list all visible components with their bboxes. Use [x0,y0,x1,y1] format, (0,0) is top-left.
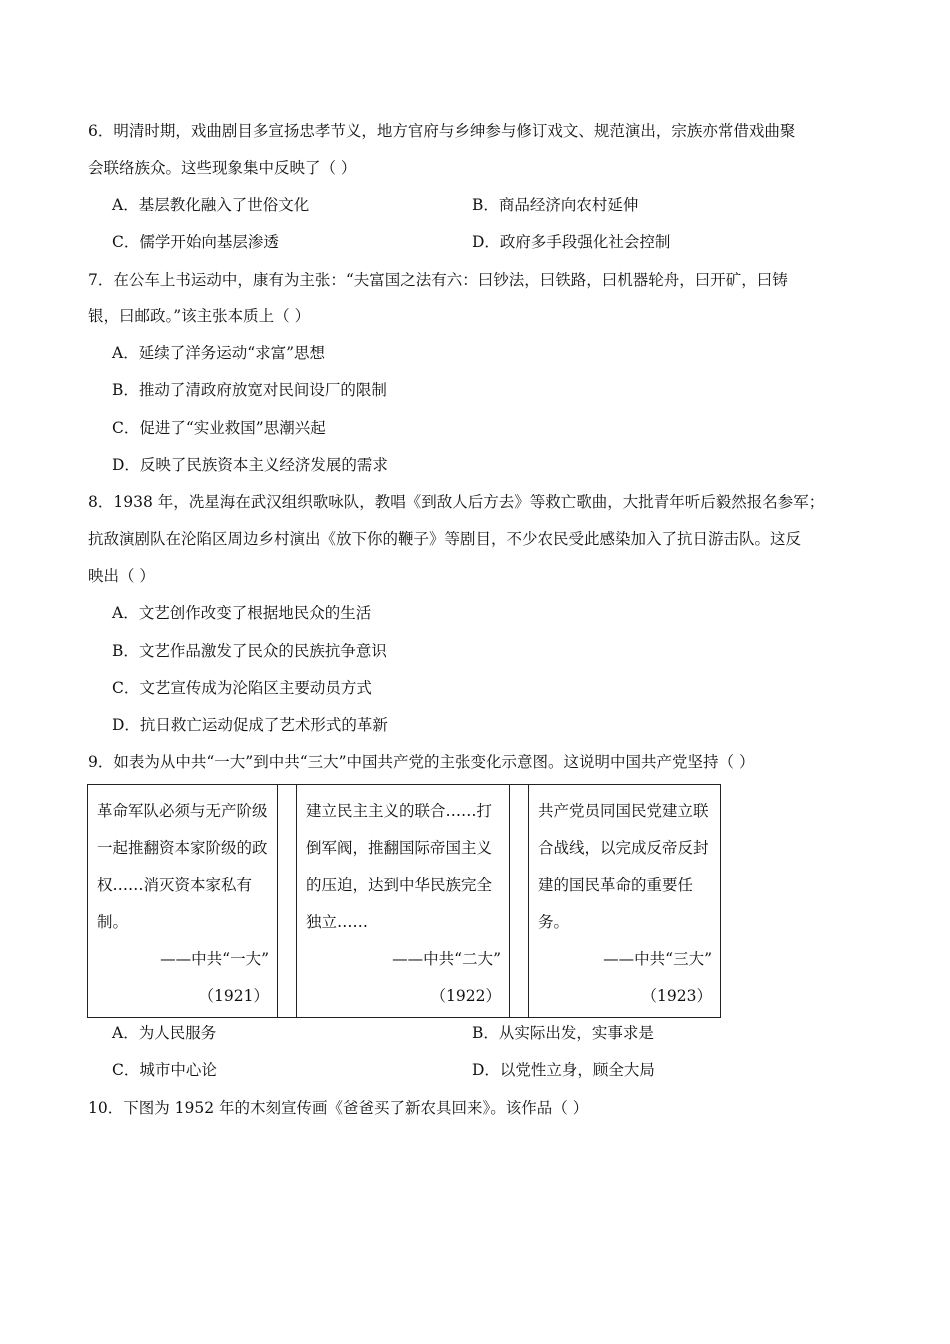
q9-cell-2-text: 建立民主主义的联合……打倒军阀，推翻国际帝国主义的压迫，达到中华民族完全独立…… [306,802,493,931]
q6-option-d: D．政府多手段强化社会控制 [472,233,671,251]
q7-option-c: C．促进了“实业救国”思潮兴起 [112,419,326,437]
q9-cell-third-congress [529,785,721,1018]
q9-cell-second-congress [297,785,510,1018]
q9-table-gap [278,785,297,1018]
q9-cell-1-source: ——中共“一大” [160,950,269,968]
q9-option-c: C．城市中心论 [112,1061,217,1079]
q6-stem-line2: 会联络族众。这些现象集中反映了（ ） [88,159,357,177]
q8-option-b: B．文艺作品激发了民众的民族抗争意识 [112,642,387,660]
q8-option-d: D．抗日救亡运动促成了艺术形式的革新 [112,716,388,734]
q8-stem-line1: 8．1938 年，冼星海在武汉组织歌咏队，教唱《到敌人后方去》等救亡歌曲，大批青年听后毅然报名参军； [88,493,825,511]
q10-stem: 10．下图为 1952 年的木刻宣传画《爸爸买了新农具回来》。该作品（ ） [88,1099,589,1117]
q9-stem: 9．如表为从中共“一大”到中共“三大”中国共产党的主张变化示意图。这说明中国共产党坚持（ ） [88,753,755,771]
q9-cell-3-year: （1923） [641,987,712,1005]
q9-option-d: D．以党性立身，顾全大局 [472,1061,655,1079]
q9-cell-3-text: 共产党员同国民党建立联合战线，以完成反帝反封建的国民革命的重要任务。 [538,802,709,931]
q9-cell-1-text: 革命军队必须与无产阶级一起推翻资本家阶级的政权……消灭资本家私有制。 [97,802,268,931]
q9-table [87,784,721,1018]
q7-option-a: A．延续了洋务运动“求富”思想 [112,344,326,362]
q9-table-gap [510,785,529,1018]
q8-stem-line3: 映出（ ） [88,567,155,585]
q6-option-a: A．基层教化融入了世俗文化 [112,196,310,214]
q7-option-b: B．推动了清政府放宽对民间设厂的限制 [112,381,387,399]
q9-option-b: B．从实际出发，实事求是 [472,1024,654,1042]
q9-cell-3-source: ——中共“三大” [603,950,712,968]
q9-cell-2-source: ——中共“二大” [392,950,501,968]
q6-option-c: C．儒学开始向基层渗透 [112,233,279,251]
q8-option-c: C．文艺宣传成为沦陷区主要动员方式 [112,679,372,697]
q7-stem-line2: 银，曰邮政。”该主张本质上（ ） [88,307,311,325]
q9-option-a: A．为人民服务 [112,1024,217,1042]
q9-cell-1-year: （1921） [198,987,269,1005]
q9-cell-first-congress [88,785,278,1018]
q9-cell-2-year: （1922） [430,987,501,1005]
q7-stem-line1: 7．在公车上书运动中，康有为主张：“夫富国之法有六：曰钞法，曰铁路，曰机器轮舟，曰开矿，曰铸 [88,271,788,289]
q8-stem-line2: 抗敌演剧队在沦陷区周边乡村演出《放下你的鞭子》等剧目，不少农民受此感染加入了抗日游击队。这反 [88,530,802,548]
q8-option-a: A．文艺创作改变了根据地民众的生活 [112,604,372,622]
q6-option-b: B．商品经济向农村延伸 [472,196,639,214]
q7-option-d: D．反映了民族资本主义经济发展的需求 [112,456,388,474]
q6-stem-line1: 6．明清时期，戏曲剧目多宣扬忠孝节义，地方官府与乡绅参与修订戏文、规范演出，宗族亦常借戏曲聚 [88,122,796,140]
